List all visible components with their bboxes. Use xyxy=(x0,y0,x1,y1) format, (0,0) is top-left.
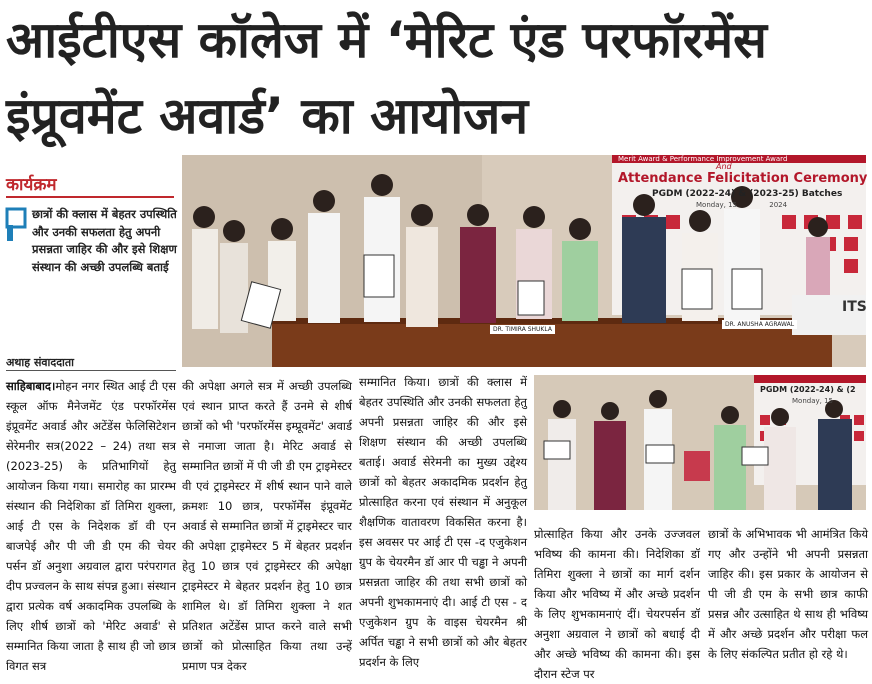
quote-marker-icon xyxy=(6,208,28,242)
dateline: साहिबाबाद। xyxy=(6,379,56,393)
main-photo xyxy=(182,155,866,367)
article-column-5: छात्रों के अभिभावक भी आमंत्रित किये गए और उन्होंने भी अपनी प्रसन्नता जाहिर की। इस प्रकार के आयोजन से पी जी डी एम के सभी छात्र काफी प्रसन्न और उत्साहित थे साथ ही भविष्य में और अच्छे प्रदर्शन और परीक्षा फल के लिए संकल्पित प्रतीत हो रहे थे। xyxy=(708,527,868,661)
its-logo-sign: ITS xyxy=(842,299,867,315)
headline-line-2: इंप्रूवमेंट अवार्ड’ का आयोजन xyxy=(6,87,529,145)
second-photo-scene xyxy=(534,375,866,510)
banner-date-day: Monday, 15 xyxy=(696,201,737,209)
byline: अथाह संवाददाता xyxy=(6,356,75,369)
nameplate-1: DR. TIMIRA SHUKLA xyxy=(490,325,555,334)
banner-subtitle: PGDM (2022-24) & (2023-25) Batches xyxy=(652,189,843,199)
article-column-3: सम्मानित किया। छात्रों की क्लास में बेहतर उपस्थिति और उनकी सफलता हेतु अपनी प्रसन्नता जाहिर की और इसे शिक्षण संस्थान की अच्छी उपलब्धि बताई। अवार्ड सेरेमनी का मुख्य उद्देश्य छात्रों को बेहतर अकादमिक प्रदर्शन हेतु प्रोत्साहित करना एवं संस्थान में अनुकूल शैक्षणिक वातावरण विकसित करना है। इस अवसर पर आई टी एस -द एजुकेशन ग्रुप के चेयरमैन डॉ आर पी चड्ढा ने अपनी प्रसन्नता जाहिर की तथा सभी छात्रों को अपनी शुभकामनाएं दी। आई टी एस - द एजुकेशन ग्रुप के वाइस चेयरमैन श्री अर्पित चड्ढा ने सभी छात्रों को और बेहतर प्रदर्शन के लिए xyxy=(359,375,527,669)
banner-title: Attendance Felicitation Ceremony xyxy=(618,171,868,186)
second-banner-line-2: Monday, 15 xyxy=(792,397,833,405)
article-column-2: की अपेक्षा अगले सत्र में अच्छी उपलब्धि एवं स्थान प्राप्त करते हैं उनमे से शीर्ष छात्रों को भी 'परफॉरमेंस इम्प्रूवमेंट' अवार्ड से नमाजा जाता है। मेरिट अवार्ड से सम्मानित छात्रों में पी जी डी एम ट्राइमेस्टर वी एवं ट्राइमेस्टर में शीर्ष स्थान पाने वाले क्रमशः 10 छात्र, परफॉर्मेंस इंप्रूवमेंट अवार्ड से सम्मानित छात्रों में ट्राइमेस्टर चार की अपेक्षा ट्राइमेस्टर 5 में बेहतर प्रदर्शन हेतु 10 छात्र एवं ट्राइमेस्टर की अपेक्षा ट्राइमेस्टर मे बेहतर प्रदर्शन हेतु 10 छात्र शामिल थे। डॉ तिमिरा शुक्ला ने शत प्रतिशत अटेंडेंस प्राप्त करने वाले सभी छात्रों को प्रोत्साहित किया तथा उन्हें प्रमाण पत्र देकर xyxy=(182,379,352,673)
section-kicker: कार्यक्रम xyxy=(6,175,57,195)
summary-text: छात्रों की क्लास में बेहतर उपस्थिति और उनकी सफलता हेतु अपनी प्रसन्नता जाहिर की और इसे शिक्षण संस्थान की अच्छी उपलब्धि बताई xyxy=(32,207,177,274)
article-column-4: प्रोत्साहित किया और उनके उज्जवल भविष्य की कामना की। निदेशिका डॉ तिमिरा शुक्ला ने छात्रों का मार्ग दर्शन किया और भविष्य में और अच्छे प्रदर्शन के लिए शुभकामनाएं दीं। चेयरपर्सन डॉ अनुशा अग्रवाल ने छात्रों को बधाई दी और अच्छे भविष्य की कामना की। इस दौरान स्टेज पर xyxy=(534,527,700,681)
kicker-rule xyxy=(6,196,174,198)
byline-rule xyxy=(6,370,176,371)
second-banner-line-1: PGDM (2022-24) & (2 xyxy=(760,385,856,394)
article-column-1-text: मोहन नगर स्थित आई टी एस स्कूल ऑफ मैनेजमेंट एंड परफॉरमेंस इंप्रूवमेंट अवार्ड और अटेंडेंस फेलिसिटेशन सेरेमनीर सत्र(2022 – 24) तथा सत्र (2023-25) के प्रतिभागियों हेतु आयोजन किया गया। समारोह का प्रारम्भ संस्थान की निदेशिका डॉ तिमिरा शुक्ला, आई टी एस के निदेशक डॉ वी एन बाजपेई और पी जी डी एम की चेयर पर्सन डॉ अनुशा अग्रवाल द्वारा परंपरागत दीप प्रज्वलन के साथ संपन्न हुआ। संस्थान द्वारा प्रत्येक वर्ष अकादमिक उपलब्धि के लिए शीर्ष छात्रों को 'मेरिट अवार्ड' से सम्मानित किया जाता है साथ ही जो छात्र विगत सत्र xyxy=(6,379,176,673)
headline-line-1: आईटीएस कॉलेज में ‘मेरिट एंड परफॉरमेंस xyxy=(6,11,767,69)
main-banner xyxy=(612,155,866,209)
banner-date xyxy=(696,201,787,209)
banner-and: And xyxy=(716,162,732,171)
article-column-1 xyxy=(6,376,176,673)
second-photo xyxy=(534,375,866,510)
headline xyxy=(6,2,866,154)
nameplate-2: DR. ANUSHA AGRAWAL xyxy=(722,320,797,329)
banner-top-line: Merit Award & Performance Improvement Award xyxy=(618,155,788,163)
banner-date-year: 2024 xyxy=(769,201,788,209)
